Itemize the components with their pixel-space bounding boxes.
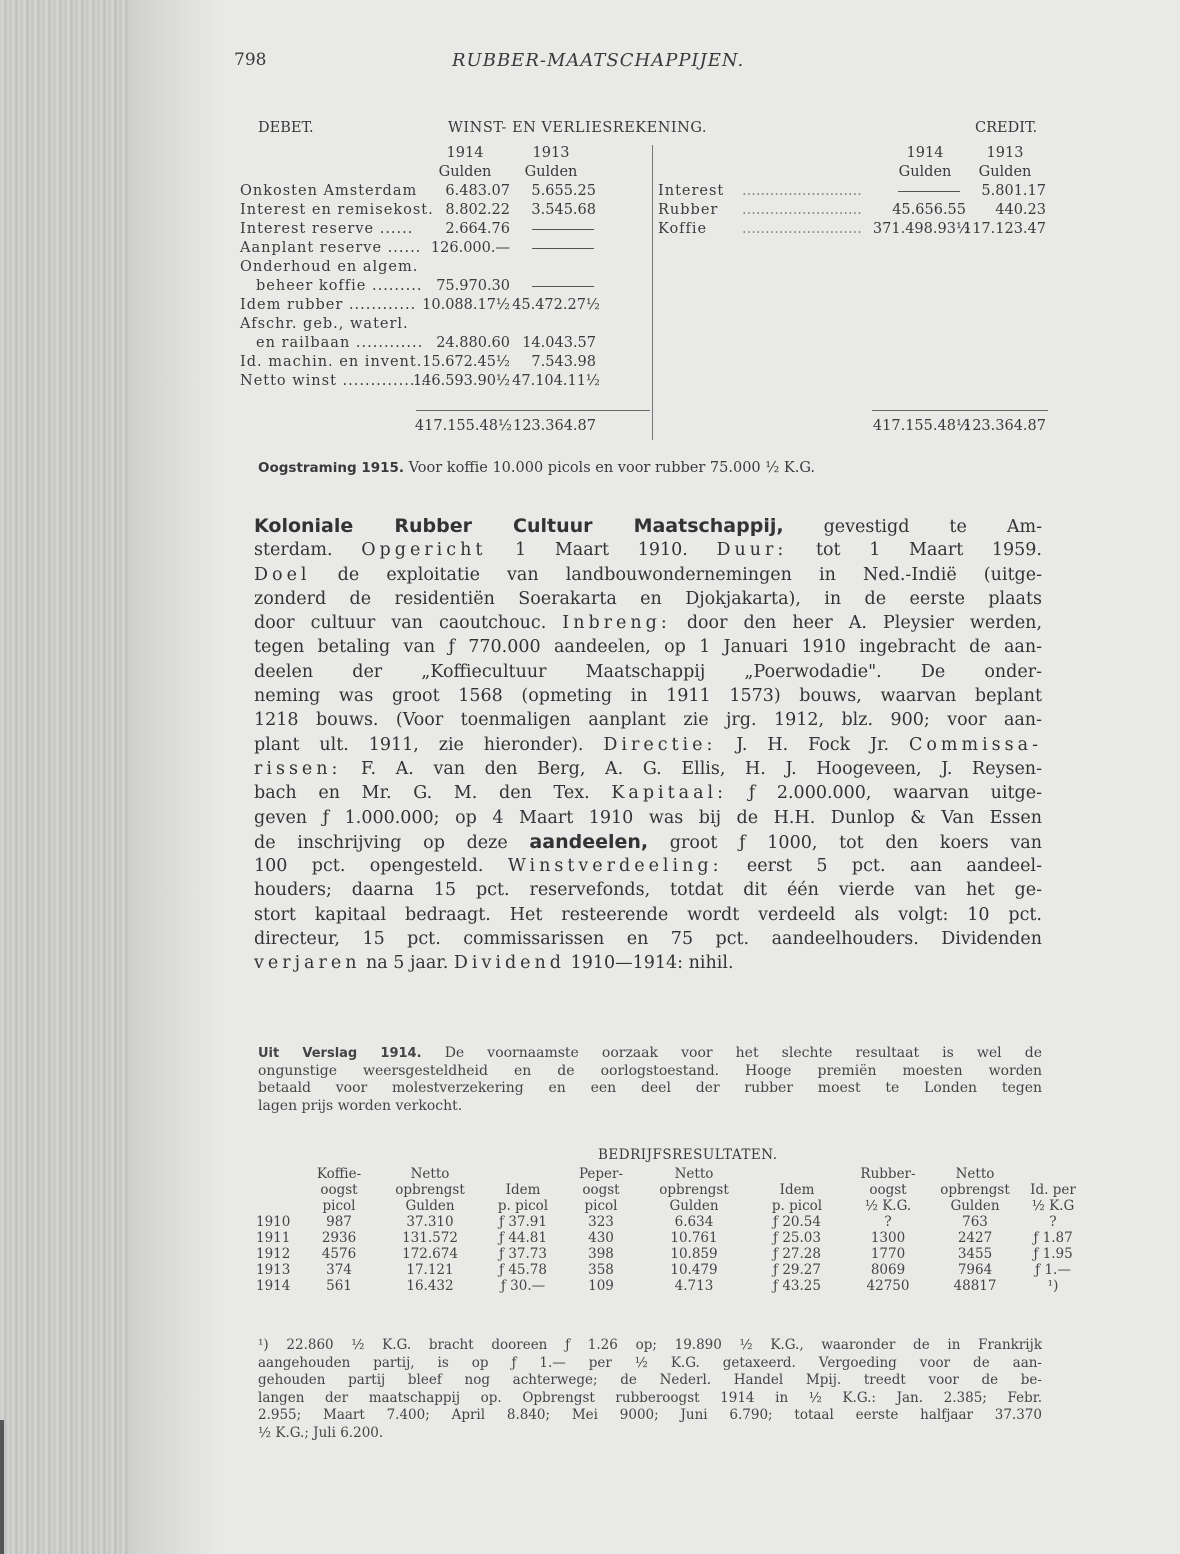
footnote-line: langen der maatschappij op. Opbrengst rubberoogst 1914 in ½ K.G.: Jan. 2.385; Febr. — [258, 1389, 1042, 1406]
table-cell: 8069 — [870, 1262, 906, 1278]
credit-row-label: Interest — [658, 183, 725, 199]
credit-col-1914-unit: Gulden — [898, 164, 952, 180]
table-cell: p. picol — [771, 1198, 823, 1214]
text-line — [254, 611, 1042, 635]
table-cell: picol — [322, 1198, 356, 1214]
table-cell: ƒ 44.81 — [499, 1230, 547, 1246]
text-line — [254, 781, 1042, 805]
spaced-term: Opgericht — [361, 540, 487, 561]
table-cell: opbrengst — [940, 1182, 1010, 1198]
text-run: plant ult. 1911, zie hieronder). — [254, 734, 604, 755]
text-line — [258, 1098, 1042, 1116]
credit-label: CREDIT. — [975, 120, 1038, 136]
leader-dots: .......................... — [742, 183, 862, 199]
debet-row-label: Idem rubber ............ — [240, 297, 417, 313]
credit-row-1913: 5.801.17 — [981, 183, 1046, 199]
pl-title: WINST- EN VERLIESREKENING. — [448, 120, 707, 136]
text-run: gevestigd te Am- — [783, 517, 1042, 537]
text-run: groot ƒ 1000, tot den koers van — [648, 832, 1042, 853]
debet-row-label: Interest reserve ...... — [240, 221, 414, 237]
debet-row-1913: 45.472.27½ — [512, 297, 600, 313]
table-cell: Netto — [955, 1166, 995, 1182]
table-cell: 323 — [588, 1214, 614, 1230]
debet-total-1913: 123.364.87 — [512, 418, 596, 434]
credit-row-label: Koffie — [658, 221, 708, 237]
table-cell: ? — [884, 1214, 892, 1230]
debet-row-1914: 146.593.90½ — [412, 373, 510, 389]
table-cell: ƒ 1.— — [1035, 1262, 1071, 1278]
credit-row-1914: 45.656.55 — [892, 202, 966, 218]
leader-dots: .......................... — [742, 221, 862, 237]
table-cell: ½ K.G — [1031, 1198, 1075, 1214]
text-line — [254, 660, 1042, 684]
text-run: eerst 5 pct. aan aandeel- — [722, 856, 1042, 877]
text-line — [258, 1080, 1042, 1098]
table-cell: 374 — [326, 1262, 352, 1278]
table-cell: ƒ 37.91 — [499, 1214, 547, 1230]
debet-row-label: Afschr. geb., waterl. — [240, 316, 409, 332]
text-line — [254, 563, 1042, 587]
table-cell: p. picol — [497, 1198, 549, 1214]
year-cell: 1911 — [256, 1230, 291, 1246]
table-cell: ƒ 43.25 — [773, 1278, 821, 1294]
debet-row-label: Netto winst ............... — [240, 373, 427, 389]
text-line — [254, 708, 1042, 732]
table-cell: 16.432 — [406, 1278, 454, 1294]
debet-row-label: Interest en remisekost. — [240, 202, 434, 218]
table-cell: Gulden — [950, 1198, 1000, 1214]
table-cell: 10.761 — [670, 1230, 718, 1246]
debet-col-1913-unit: Gulden — [524, 164, 578, 180]
text-line — [254, 830, 1042, 854]
credit-row-1914: 371.498.93½ — [872, 221, 970, 237]
page-number: 798 — [234, 50, 267, 70]
table-cell: 37.310 — [406, 1214, 454, 1230]
text-run: 1218 bouws. (Voor toenmaligen aanplant zie jrg. 1912, blz. 900; voor aan- — [254, 710, 1042, 731]
text-line — [254, 538, 1042, 562]
debet-row-1914: 126.000.— — [430, 240, 510, 256]
debet-row-1914: 75.970.30 — [436, 278, 510, 294]
table-header-row — [252, 1166, 1086, 1182]
harvest-estimate — [258, 460, 815, 476]
text-line — [258, 1063, 1042, 1081]
spaced-term: Inbreng: — [562, 613, 671, 634]
table-cell: ƒ 45.78 — [499, 1262, 547, 1278]
table-cell: oogst — [582, 1182, 620, 1198]
debet-row-1914: 2.664.76 — [445, 221, 510, 237]
debet-total-1914: 417.155.48½ — [414, 418, 512, 434]
text-line — [254, 635, 1042, 659]
debet-col-1914-unit: Gulden — [438, 164, 492, 180]
spaced-term: Kapitaal: — [611, 783, 728, 804]
table-cell: Koffie- — [316, 1166, 362, 1182]
table-cell: Peper- — [578, 1166, 624, 1182]
text-line — [254, 514, 1042, 538]
year-cell: 1914 — [256, 1278, 291, 1294]
table-cell: 6.634 — [674, 1214, 714, 1230]
table-cell: ½ K.G. — [864, 1198, 912, 1214]
table-cell: 4.713 — [674, 1278, 714, 1294]
spaced-term: Doel — [254, 564, 311, 585]
credit-total-1914: 417.155.48½ — [872, 418, 970, 434]
footnote-line: 2.955; Maart 7.400; April 8.840; Mei 9000; Juni 6.790; totaal eerste halfjaar 37.370 — [258, 1407, 1042, 1423]
debet-row-1913-dash — [532, 278, 594, 294]
table-cell: opbrengst — [395, 1182, 465, 1198]
text-run: geven ƒ 1.000.000; op 4 Maart 1910 was bij de H.H. Dunlop & Van Essen — [254, 807, 1042, 828]
credit-row-1913: 440.23 — [995, 202, 1046, 218]
table-header-row — [252, 1182, 1086, 1198]
debet-row-label: Id. machin. en invent. — [240, 354, 423, 370]
table-cell: opbrengst — [659, 1182, 729, 1198]
debet-row-label: en railbaan ............ — [256, 335, 424, 351]
footnote-line: ½ K.G.; Juli 6.200. — [258, 1424, 384, 1441]
debet-row-1913: 3.545.68 — [531, 202, 596, 218]
table-cell: ƒ 37.73 — [499, 1246, 547, 1262]
table-cell: 1300 — [870, 1230, 906, 1246]
debet-row-label: beheer koffie ......... — [256, 278, 423, 294]
table-cell: 172.674 — [402, 1246, 458, 1262]
text-run: tot 1 Maart 1959. — [787, 540, 1042, 561]
text-line — [258, 1045, 1042, 1063]
text-run: lagen prijs worden verkocht. — [258, 1097, 463, 1114]
text-line — [254, 878, 1042, 902]
debet-row-1913: 14.043.57 — [522, 335, 596, 351]
debet-row-1913-dash — [532, 240, 594, 256]
year-cell: 1910 — [256, 1214, 291, 1230]
credit-col-1913-year: 1913 — [986, 145, 1024, 161]
table-cell: 561 — [326, 1278, 352, 1294]
column-divider — [652, 145, 653, 440]
bold-term: aandeelen, — [529, 830, 649, 853]
debet-row-1914: 24.880.60 — [436, 335, 510, 351]
table-cell: Rubber- — [860, 1166, 916, 1182]
table-header-row — [252, 1198, 1086, 1214]
table-cell: 398 — [588, 1246, 614, 1262]
debet-col-1914-year: 1914 — [446, 145, 484, 161]
table-cell: 3455 — [957, 1246, 993, 1262]
debet-row-1914: 8.802.22 — [445, 202, 510, 218]
text-line — [254, 903, 1042, 927]
text-run: 1 Maart 1910. — [486, 540, 717, 561]
text-line — [254, 587, 1042, 611]
text-run: zonderd de residentiën Soerakarta en Djokjakarta), in de eerste plaats — [254, 588, 1042, 609]
table-cell: Id. per — [1030, 1182, 1076, 1198]
year-cell — [252, 1198, 302, 1214]
table-row — [252, 1262, 1086, 1278]
spaced-term: Dividend — [453, 953, 566, 974]
debet-total-rule — [416, 410, 650, 411]
report-section — [258, 1045, 1042, 1115]
table-cell — [1020, 1166, 1086, 1182]
table-cell: 42750 — [866, 1278, 910, 1294]
table-cell: Netto — [674, 1166, 714, 1182]
table-cell: 10.479 — [670, 1262, 718, 1278]
table-cell: 358 — [588, 1262, 614, 1278]
debet-row-1914: 6.483.07 — [445, 183, 510, 199]
table-cell: 10.859 — [670, 1246, 718, 1262]
table-cell: 109 — [588, 1278, 614, 1294]
table-cell: 7964 — [957, 1262, 993, 1278]
harvest-estimate-text: Voor koffie 10.000 picols en voor rubber 75.000 ½ K.G. — [408, 460, 816, 476]
debet-row-label: Aanplant reserve ...... — [240, 240, 422, 256]
text-run: neming was groot 1568 (opmeting in 1911 1573) bouws, waarvan beplant — [254, 686, 1042, 707]
footnote-line: ¹) 22.860 ½ K.G. bracht dooreen ƒ 1.26 op; 19.890 ½ K.G., waaronder de in Frankrijk — [258, 1337, 1042, 1353]
year-cell: 1913 — [256, 1262, 291, 1278]
text-run: ongunstige weersgesteldheid en de oorlogstoestand. Hooge premiën moesten worden — [258, 1062, 1042, 1079]
text-line — [254, 854, 1042, 878]
credit-total-rule — [872, 410, 1048, 411]
text-run: door den heer A. Pleysier werden, — [670, 613, 1043, 634]
text-run: De voornaamste oorzaak voor het slechte resultaat is wel de — [444, 1045, 1042, 1061]
table-cell: oogst — [320, 1182, 358, 1198]
debet-row-1914: 10.088.17½ — [422, 297, 510, 313]
year-cell — [252, 1166, 302, 1182]
table-cell: Gulden — [405, 1198, 455, 1214]
debet-row-1913-dash — [532, 221, 594, 237]
text-run: sterdam. — [254, 540, 362, 561]
text-line — [254, 951, 1042, 975]
table-cell: Netto — [410, 1166, 450, 1182]
table-cell: Gulden — [669, 1198, 719, 1214]
text-run: betaald voor molestverzekering en een deel der rubber moest te Londen tegen — [258, 1080, 1042, 1096]
text-run: F. A. van den Berg, A. G. Ellis, H. J. Hoogeveen, J. Reysen- — [341, 758, 1042, 779]
operating-results-table — [252, 1166, 1086, 1294]
spaced-term: Duur: — [716, 540, 788, 561]
debet-label: DEBET. — [258, 120, 314, 136]
table-cell: ƒ 25.03 — [773, 1230, 821, 1246]
debet-row-label: Onderhoud en algem. — [240, 259, 419, 275]
spaced-term: rissen: — [254, 758, 342, 779]
text-run: bach en Mr. G. M. den Tex. — [254, 783, 612, 804]
footnote-line: aangehouden partij, is op ƒ 1.— per ½ K.G. getaxeerd. Vergoeding voor de aan- — [258, 1354, 1042, 1371]
table-cell: Idem — [505, 1182, 541, 1198]
text-line — [254, 733, 1042, 757]
table-cell: ? — [1049, 1214, 1057, 1230]
text-run: 100 pct. opengesteld. — [254, 856, 508, 877]
year-cell — [252, 1182, 302, 1198]
table-row — [252, 1278, 1086, 1294]
text-run: de inschrijving op deze — [254, 832, 530, 853]
table-cell: ƒ 27.28 — [773, 1246, 821, 1262]
text-line — [254, 806, 1042, 830]
credit-row-1913: 117.123.47 — [962, 221, 1046, 237]
text-run: stort kapitaal bedraagt. Het resteerende wordt verdeeld als volgt: 10 pct. — [254, 904, 1042, 925]
table-cell: 2936 — [321, 1230, 357, 1246]
table-cell: 2427 — [957, 1230, 993, 1246]
table-cell: 1770 — [870, 1246, 906, 1262]
bold-term: Koloniale Rubber Cultuur Maatschappij, — [254, 515, 784, 537]
harvest-estimate-label: Oogstraming 1915. — [258, 460, 405, 476]
debet-row-1913: 47.104.11½ — [512, 373, 600, 389]
table-cell: ƒ 1.95 — [1033, 1246, 1073, 1262]
text-run: na 5 jaar. — [360, 953, 454, 974]
debet-row-1913: 5.655.25 — [531, 183, 596, 199]
text-run: 1910—1914: nihil. — [565, 953, 734, 974]
table-cell: ƒ 20.54 — [773, 1214, 821, 1230]
spaced-term: Directie: — [603, 734, 717, 755]
table-cell: ¹) — [1047, 1278, 1059, 1294]
text-run: de exploitatie van landbouwondernemingen in Ned.-Indië (uitge- — [310, 564, 1042, 585]
table-row — [252, 1246, 1086, 1262]
debet-row-label: Onkosten Amsterdam — [240, 183, 418, 199]
table-cell — [748, 1166, 846, 1182]
table-cell — [484, 1166, 562, 1182]
table-cell: ƒ 1.87 — [1033, 1230, 1073, 1246]
debet-row-1913: 7.543.98 — [531, 354, 596, 370]
text-line — [254, 757, 1042, 781]
footnote-line: gehouden partij bleef nog achterwege; de Nederl. Handel Mpij. treedt voor de be- — [258, 1372, 1042, 1388]
credit-col-1913-unit: Gulden — [978, 164, 1032, 180]
results-title: BEDRIJFSRESULTATEN. — [598, 1147, 778, 1163]
table-cell: 131.572 — [402, 1230, 458, 1246]
spaced-term: Winstverdeeling: — [507, 856, 723, 877]
debet-col-1913-year: 1913 — [532, 145, 570, 161]
table-cell: 763 — [962, 1214, 988, 1230]
text-run: directeur, 15 pct. commissarissen en 75 pct. aandeelhouders. Dividenden — [254, 929, 1042, 950]
text-run: J. H. Fock Jr. — [716, 734, 909, 755]
text-run: deelen der „Koffiecultuur Maatschappij „Poerwodadie". De onder- — [254, 661, 1042, 682]
spaced-term: Commissa- — [908, 734, 1042, 755]
table-cell: 4576 — [321, 1246, 357, 1262]
text-run: tegen betaling van ƒ 770.000 aandeelen, op 1 Januari 1910 ingebracht de aan- — [254, 637, 1042, 658]
table-cell: 430 — [588, 1230, 614, 1246]
table-cell: Idem — [779, 1182, 815, 1198]
spaced-term: verjaren — [254, 953, 361, 974]
table-cell: 987 — [326, 1214, 352, 1230]
text-run: door cultuur van caoutchouc. — [254, 613, 563, 634]
table-row — [252, 1214, 1086, 1230]
table-row — [252, 1230, 1086, 1246]
credit-row-label: Rubber — [658, 202, 719, 218]
running-head: RUBBER-MAATSCHAPPIJEN. — [452, 50, 745, 71]
text-line — [254, 684, 1042, 708]
table-cell: picol — [584, 1198, 618, 1214]
table-cell: 48817 — [953, 1278, 997, 1294]
company-description — [254, 514, 1042, 976]
credit-total-1913: 123.364.87 — [962, 418, 1046, 434]
text-run: houders; daarna 15 pct. reservefonds, totdat dit één vierde van het ge- — [254, 880, 1042, 901]
table-cell: oogst — [869, 1182, 907, 1198]
year-cell: 1912 — [256, 1246, 291, 1262]
credit-col-1914-year: 1914 — [906, 145, 944, 161]
table-cell: ƒ 29.27 — [773, 1262, 821, 1278]
table-cell: 17.121 — [406, 1262, 454, 1278]
debet-row-1914: 15.672.45½ — [422, 354, 510, 370]
text-line — [254, 927, 1042, 951]
leader-dots: .......................... — [742, 202, 862, 218]
footnote — [258, 1337, 1042, 1442]
report-label: Uit Verslag 1914. — [258, 1046, 445, 1061]
table-cell: ƒ 30.— — [500, 1278, 546, 1294]
text-run: ƒ 2.000.000, waarvan uitge- — [727, 783, 1043, 804]
